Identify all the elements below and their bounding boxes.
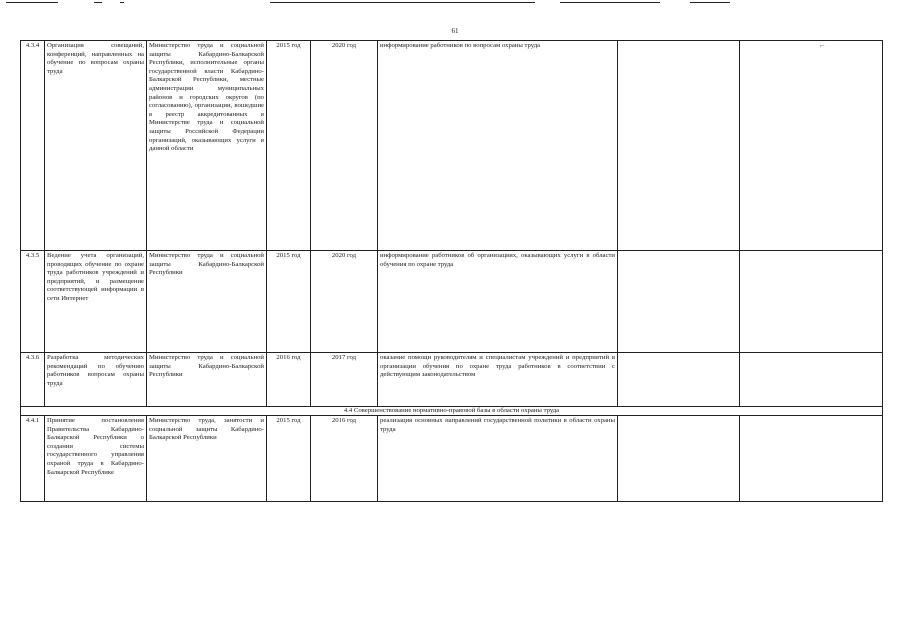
event-cell: Принятие постановления Правительства Кабардино-Балкарской Республики о создании системы государственного управления охраной труда в Кабардино-Балкарской Республике bbox=[45, 416, 147, 502]
empty-cell bbox=[740, 353, 883, 407]
row-number: 4.3.5 bbox=[21, 251, 45, 353]
section-heading: 4.4 Совершенствование нормативно-правовой базы в области охраны труда bbox=[21, 407, 883, 416]
executor-cell: Министерство труда и социальной защиты Кабардино-Балкарской Республики bbox=[147, 251, 267, 353]
start-year-cell: 2016 год bbox=[267, 353, 311, 407]
empty-cell bbox=[618, 251, 740, 353]
empty-cell bbox=[618, 41, 740, 251]
start-year-cell: 2015 год bbox=[267, 41, 311, 251]
empty-cell bbox=[740, 251, 883, 353]
event-cell: Разработка методических рекомендаций по обучению работников вопросам охраны труда bbox=[45, 353, 147, 407]
end-year-cell: 2020 год bbox=[311, 41, 378, 251]
scan-header-marks bbox=[0, 0, 905, 8]
start-year-cell: 2015 год bbox=[267, 416, 311, 502]
executor-cell: Министерство труда и социальной защиты Кабардино-Балкарской Республики, исполнительные органы государственной власти Кабардино-Балкарской Республики, местные администрации муниципальных районов и городских округов (по согласованию), организации, вошедшие в реестр аккредитованных в Министерстве труда и социальной защиты Российской Федерации организаций, оказывающих услуги в данной области bbox=[147, 41, 267, 251]
empty-cell bbox=[618, 353, 740, 407]
row-number: 4.3.4 bbox=[21, 41, 45, 251]
empty-cell bbox=[740, 416, 883, 502]
empty-cell bbox=[618, 416, 740, 502]
result-cell: реализация основных направлений государственной политики в области охраны труда bbox=[378, 416, 618, 502]
event-cell: Ведение учета организаций, проводящих обучение по охране труда работников учреждений и предприятий, и размещение соответствующей информации в сети Интернет bbox=[45, 251, 147, 353]
result-cell: оказание помощи руководителям и специалистам учреждений и предприятий в организации обучения по охране труда работников в соответствии с действующим законодательством bbox=[378, 353, 618, 407]
pen-mark: ⌐ bbox=[820, 41, 825, 50]
program-table bbox=[20, 40, 883, 502]
table-row bbox=[21, 251, 883, 353]
row-number: 4.3.6 bbox=[21, 353, 45, 407]
table-row bbox=[21, 416, 883, 502]
table-row bbox=[21, 41, 883, 251]
row-number: 4.4.1 bbox=[21, 416, 45, 502]
executor-cell: Министерство труда и социальной защиты Кабардино-Балкарской Республики bbox=[147, 353, 267, 407]
page-number: 61 bbox=[451, 27, 459, 35]
section-heading-row bbox=[21, 407, 883, 416]
table-row bbox=[21, 353, 883, 407]
empty-cell bbox=[740, 41, 883, 251]
event-cell: Организация совещаний, конференций, направленных на обучение по вопросам охраны труда bbox=[45, 41, 147, 251]
end-year-cell: 2016 год bbox=[311, 416, 378, 502]
executor-cell: Министерство труда, занятости и социальной защиты Кабардино-Балкарской Республики bbox=[147, 416, 267, 502]
start-year-cell: 2015 год bbox=[267, 251, 311, 353]
end-year-cell: 2017 год bbox=[311, 353, 378, 407]
result-cell: информирование работников об организациях, оказывающих услуги в области обучения по охране труда bbox=[378, 251, 618, 353]
end-year-cell: 2020 год bbox=[311, 251, 378, 353]
result-cell: информирование работников по вопросам охраны труда bbox=[378, 41, 618, 251]
